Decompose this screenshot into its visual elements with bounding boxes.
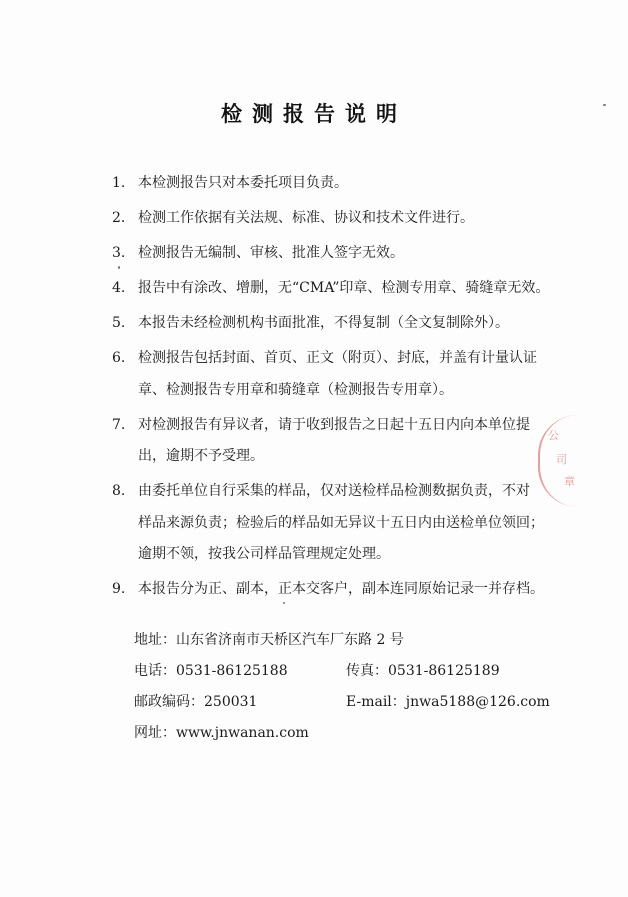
scan-speck <box>603 104 606 106</box>
postcode-text: 邮政编码：250031 <box>134 694 258 710</box>
postcode-email-row <box>134 687 594 718</box>
address-text: 地址：山东省济南市天桥区汽车厂东路 2 号 <box>134 632 404 648</box>
item-number: 2. <box>112 210 126 226</box>
stamp-char: 章 <box>564 475 575 488</box>
notes-list <box>112 168 582 606</box>
item-number: 3. <box>112 245 126 261</box>
item-number: 8. <box>112 483 126 499</box>
item-number: 9. <box>112 581 126 597</box>
list-item <box>112 343 582 406</box>
list-item <box>112 168 582 200</box>
phone-fax-row <box>134 656 594 687</box>
list-item <box>112 308 582 340</box>
list-item <box>112 476 582 571</box>
item-text: 检测报告包括封面、首页、正文（附页）、封底，并盖有计量认证 章、检测报告专用章和骑缝章（检测报告专用章）。 <box>138 350 537 398</box>
item-text: 本报告分为正、副本，正本交客户，副本连同原始记录一并存档。 <box>138 581 544 597</box>
item-text: 报告中有涂改、增删，无“CMA”印章、检测专用章、骑缝章无效。 <box>138 280 550 296</box>
seal-stamp <box>538 415 600 507</box>
fax-text: 传真：0531-86125189 <box>346 663 500 679</box>
page-title: 检测报告说明 <box>221 102 407 126</box>
phone-text: 电话：0531-86125188 <box>134 663 288 679</box>
item-text: 本检测报告只对本委托项目负责。 <box>138 175 348 191</box>
stamp-char: 公 <box>548 429 559 442</box>
item-text: 对检测报告有异议者，请于收到报告之日起十五日内向本单位提 出，逾期不予受理。 <box>138 416 530 464</box>
list-item <box>112 203 582 235</box>
contact-info <box>134 625 594 749</box>
email-text: E-mail：jnwa5188@126.com <box>346 694 550 710</box>
list-item <box>112 238 582 270</box>
address-row <box>134 625 594 656</box>
item-number: 4. <box>112 280 126 296</box>
item-text: 由委托单位自行采集的样品，仅对送检样品检测数据负责，不对 样品来源负责；检验后的样品如无异议十五日内由送检单位领回； 逾期不领，按我公司样品管理规定处理。 <box>138 483 544 562</box>
scan-speck <box>118 266 120 269</box>
website-row <box>134 718 594 749</box>
list-item <box>112 574 582 606</box>
scan-speck <box>283 602 285 604</box>
list-item <box>112 273 582 305</box>
item-number: 7. <box>112 416 126 433</box>
item-text: 检测报告无编制、审核、批准人签字无效。 <box>138 245 404 261</box>
item-text: 本报告未经检测机构书面批准，不得复制（全文复制除外）。 <box>138 315 509 331</box>
stamp-char: 司 <box>556 453 567 466</box>
website-text: 网址：www.jnwanan.com <box>134 725 309 741</box>
item-number: 5. <box>112 315 126 331</box>
item-text: 检测工作依据有关法规、标准、协议和技术文件进行。 <box>138 210 474 226</box>
list-item <box>112 410 582 473</box>
item-number: 6. <box>112 350 126 366</box>
item-number: 1. <box>112 175 126 191</box>
